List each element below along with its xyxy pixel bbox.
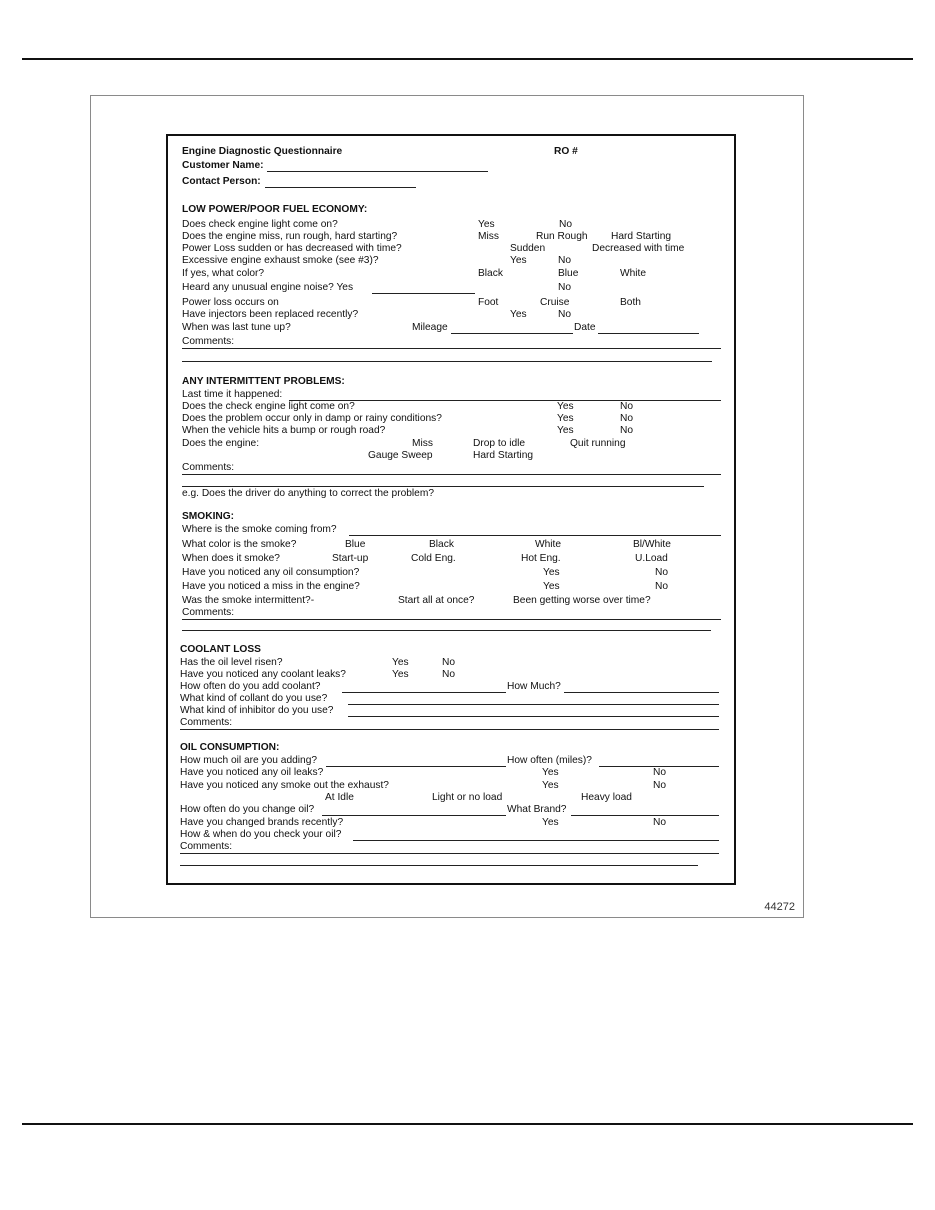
comments-line[interactable] <box>180 729 719 730</box>
option-no[interactable]: No <box>558 282 572 293</box>
option-no[interactable]: No <box>558 255 572 266</box>
inhibitor-line[interactable] <box>348 716 719 717</box>
option-no[interactable]: No <box>442 669 456 680</box>
question: Power Loss sudden or has decreased with time? <box>182 243 402 254</box>
figure-frame <box>90 95 804 918</box>
question: When the vehicle hits a bump or rough road? <box>182 425 386 436</box>
option-yes[interactable]: Yes <box>478 219 495 230</box>
question: What kind of inhibitor do you use? <box>180 705 334 716</box>
question: Heard any unusual engine noise? Yes <box>182 282 354 293</box>
option-yes[interactable]: Yes <box>542 767 559 778</box>
option-yes[interactable]: Yes <box>510 255 527 266</box>
top-rule <box>22 58 913 60</box>
change-oil-line[interactable] <box>322 815 506 816</box>
noise-line[interactable] <box>372 293 475 294</box>
option-at-idle[interactable]: At Idle <box>325 792 354 803</box>
option-start-up[interactable]: Start-up <box>332 553 369 564</box>
option-cruise[interactable]: Cruise <box>540 297 570 308</box>
option-foot[interactable]: Foot <box>478 297 499 308</box>
option-quit-running[interactable]: Quit running <box>570 438 626 449</box>
how-much-label: How Much? <box>507 681 561 692</box>
option-drop-to-idle[interactable]: Drop to idle <box>473 438 526 449</box>
mileage-label: Mileage <box>412 322 448 333</box>
mileage-line[interactable] <box>451 333 573 334</box>
option-no[interactable]: No <box>655 581 669 592</box>
option-hard-starting[interactable]: Hard Starting <box>473 450 534 461</box>
option-no[interactable]: No <box>620 425 634 436</box>
question: Have you noticed any coolant leaks? <box>180 669 346 680</box>
option-white[interactable]: White <box>535 539 562 550</box>
question: How often do you add coolant? <box>180 681 321 692</box>
option-run-rough[interactable]: Run Rough <box>536 231 588 242</box>
check-oil-line[interactable] <box>353 840 719 841</box>
option-heavy-load[interactable]: Heavy load <box>581 792 632 803</box>
option-black[interactable]: Black <box>478 268 503 279</box>
comments-label: Comments: <box>180 841 233 852</box>
comments-label: Comments: <box>182 607 235 618</box>
question: When does it smoke? <box>182 553 280 564</box>
contact-person-label: Contact Person: <box>182 176 261 187</box>
option-bl-white[interactable]: Bl/White <box>633 539 671 550</box>
option-blue[interactable]: Blue <box>558 268 579 279</box>
option-blue[interactable]: Blue <box>345 539 366 550</box>
question: Have you changed brands recently? <box>180 817 344 828</box>
question: Have you noticed any smoke out the exhaust? <box>180 780 389 791</box>
section-heading-oil-consumption: OIL CONSUMPTION: <box>180 742 280 753</box>
section-heading-smoking: SMOKING: <box>182 511 235 522</box>
comments-line[interactable] <box>182 361 712 362</box>
option-gauge-sweep[interactable]: Gauge Sweep <box>368 450 433 461</box>
section-heading-intermittent: ANY INTERMITTENT PROBLEMS: <box>182 376 345 387</box>
option-no[interactable]: No <box>620 401 634 412</box>
option-cold-eng[interactable]: Cold Eng. <box>411 553 456 564</box>
question: Last time it happened: <box>182 389 283 400</box>
question: How & when do you check your oil? <box>180 829 342 840</box>
question: Does check engine light come on? <box>182 219 338 230</box>
section-heading-coolant-loss: COOLANT LOSS <box>180 644 261 655</box>
option-no[interactable]: No <box>655 567 669 578</box>
add-coolant-line[interactable] <box>342 692 506 693</box>
question: Power loss occurs on <box>182 297 279 308</box>
question: Where is the smoke coming from? <box>182 524 337 535</box>
question: Excessive engine exhaust smoke (see #3)? <box>182 255 379 266</box>
section-heading-low-power: LOW POWER/POOR FUEL ECONOMY: <box>182 204 368 215</box>
bottom-rule <box>22 1123 913 1125</box>
customer-name-line[interactable] <box>267 171 488 172</box>
option-no[interactable]: No <box>620 413 634 424</box>
option-black[interactable]: Black <box>429 539 454 550</box>
customer-name-label: Customer Name: <box>182 160 264 171</box>
oil-adding-line[interactable] <box>326 766 506 767</box>
comments-label: Comments: <box>182 336 235 347</box>
option-no[interactable]: No <box>559 219 573 230</box>
question: What kind of collant do you use? <box>180 693 328 704</box>
option-yes[interactable]: Yes <box>557 413 574 424</box>
question: Does the engine miss, run rough, hard starting? <box>182 231 398 242</box>
how-much-line[interactable] <box>564 692 719 693</box>
brand-line[interactable] <box>571 815 719 816</box>
option-all-at-once[interactable]: Start all at once? <box>398 595 475 606</box>
question: Have injectors been replaced recently? <box>182 309 359 320</box>
comments-label: Comments: <box>180 717 233 728</box>
what-brand-label: What Brand? <box>507 804 567 815</box>
comments-line[interactable] <box>182 486 704 487</box>
question: If yes, what color? <box>182 268 265 279</box>
option-worse-over-time[interactable]: Been getting worse over time? <box>513 595 651 606</box>
form-title: Engine Diagnostic Questionnaire <box>182 146 343 157</box>
option-u-load[interactable]: U.Load <box>635 553 668 564</box>
question: Was the smoke intermittent?- <box>182 595 315 606</box>
option-decreased[interactable]: Decreased with time <box>592 243 685 254</box>
comments-line[interactable] <box>180 865 698 866</box>
option-light-load[interactable]: Light or no load <box>432 792 503 803</box>
option-white[interactable]: White <box>620 268 647 279</box>
comments-line[interactable] <box>182 630 711 631</box>
date-line[interactable] <box>598 333 699 334</box>
option-miss[interactable]: Miss <box>412 438 433 449</box>
contact-person-line[interactable] <box>265 187 416 188</box>
comments-line[interactable] <box>182 474 721 475</box>
question: What color is the smoke? <box>182 539 297 550</box>
comments-line[interactable] <box>182 619 721 620</box>
example-note: e.g. Does the driver do anything to correct the problem? <box>182 488 434 499</box>
option-yes[interactable]: Yes <box>542 817 559 828</box>
question: How much oil are you adding? <box>180 755 318 766</box>
question: How often do you change oil? <box>180 804 315 815</box>
questionnaire-form <box>166 134 736 885</box>
date-label: Date <box>574 322 596 333</box>
question: Does the problem occur only in damp or rainy conditions? <box>182 413 442 424</box>
option-yes[interactable]: Yes <box>510 309 527 320</box>
option-sudden[interactable]: Sudden <box>510 243 546 254</box>
option-no[interactable]: No <box>558 309 572 320</box>
comments-line[interactable] <box>182 348 721 349</box>
option-both[interactable]: Both <box>620 297 641 308</box>
option-no[interactable]: No <box>653 767 667 778</box>
smoke-source-line[interactable] <box>349 535 721 536</box>
question: Does the engine: <box>182 438 260 449</box>
question: Have you noticed any oil leaks? <box>180 767 324 778</box>
option-no[interactable]: No <box>653 780 667 791</box>
coolant-kind-line[interactable] <box>348 704 719 705</box>
comments-line[interactable] <box>180 853 719 854</box>
option-yes[interactable]: Yes <box>543 567 560 578</box>
option-yes[interactable]: Yes <box>557 425 574 436</box>
question: Does the check engine light come on? <box>182 401 355 412</box>
option-hot-eng[interactable]: Hot Eng. <box>521 553 561 564</box>
question: Has the oil level risen? <box>180 657 283 668</box>
comments-label: Comments: <box>182 462 235 473</box>
option-yes[interactable]: Yes <box>392 657 409 668</box>
option-no[interactable]: No <box>653 817 667 828</box>
option-yes[interactable]: Yes <box>557 401 574 412</box>
option-yes[interactable]: Yes <box>543 581 560 592</box>
option-miss[interactable]: Miss <box>478 231 499 242</box>
question: Have you noticed any oil consumption? <box>182 567 360 578</box>
question: Have you noticed a miss in the engine? <box>182 581 360 592</box>
option-yes[interactable]: Yes <box>392 669 409 680</box>
option-hard-starting[interactable]: Hard Starting <box>611 231 672 242</box>
option-no[interactable]: No <box>442 657 456 668</box>
how-often-label: How often (miles)? <box>507 755 592 766</box>
option-yes[interactable]: Yes <box>542 780 559 791</box>
question: When was last tune up? <box>182 322 291 333</box>
ro-number-label: RO # <box>554 146 578 157</box>
figure-id: 44272 <box>764 901 795 913</box>
